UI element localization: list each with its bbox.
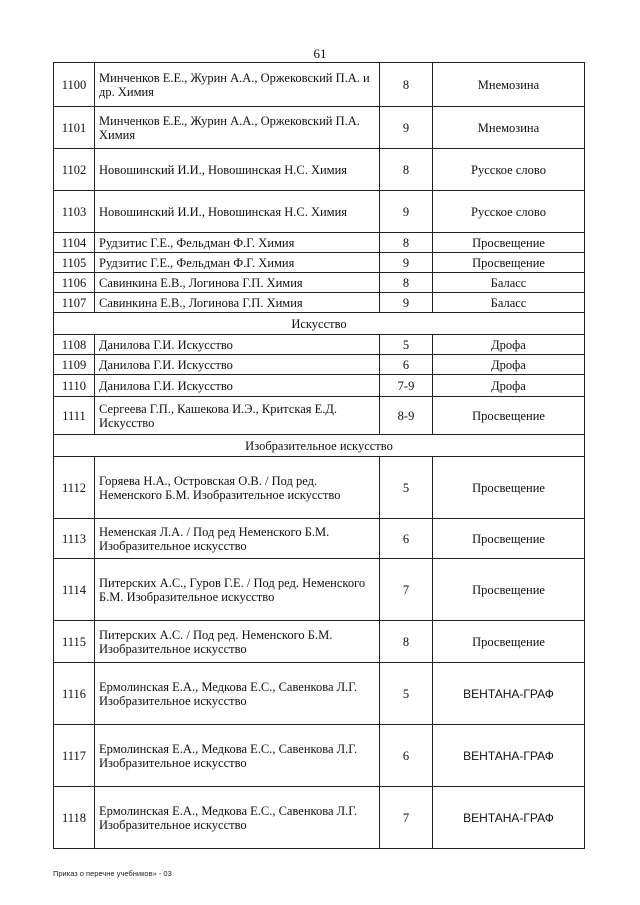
- table-row: [54, 191, 585, 233]
- row-number: 1106: [54, 273, 95, 293]
- row-number: 1116: [54, 663, 95, 725]
- book-title: Неменская Л.А. / Под ред Неменского Б.М. Изобразительное искусство: [95, 519, 380, 559]
- footer-note: Приказ о перечне учебников» - 03: [53, 869, 172, 878]
- publisher: ВЕНТАНА-ГРАФ: [433, 663, 585, 725]
- book-title: Савинкина Е.В., Логинова Г.П. Химия: [95, 273, 380, 293]
- publisher: Баласс: [433, 273, 585, 293]
- publisher: Русское слово: [433, 149, 585, 191]
- table-row: [54, 273, 585, 293]
- table-row: [54, 621, 585, 663]
- grade: 8: [380, 273, 433, 293]
- row-number: 1102: [54, 149, 95, 191]
- grade: 9: [380, 107, 433, 149]
- table-row: [54, 663, 585, 725]
- table-row: [54, 63, 585, 107]
- row-number: 1115: [54, 621, 95, 663]
- table-row: [54, 787, 585, 849]
- book-title: Ермолинская Е.А., Медкова Е.С., Савенкова Л.Г. Изобразительное искусство: [95, 725, 380, 787]
- row-number: 1103: [54, 191, 95, 233]
- publisher: Просвещение: [433, 253, 585, 273]
- grade: 8: [380, 149, 433, 191]
- book-title: Рудзитис Г.Е., Фельдман Ф.Г. Химия: [95, 233, 380, 253]
- publisher: Баласс: [433, 293, 585, 313]
- book-title: Минченков Е.Е., Журин А.А., Оржековский П.А. Химия: [95, 107, 380, 149]
- row-number: 1112: [54, 457, 95, 519]
- table-row: [54, 355, 585, 375]
- grade: 8: [380, 621, 433, 663]
- grade: 8: [380, 233, 433, 253]
- row-number: 1100: [54, 63, 95, 107]
- row-number: 1114: [54, 559, 95, 621]
- table-row: [54, 107, 585, 149]
- row-number: 1113: [54, 519, 95, 559]
- grade: 6: [380, 519, 433, 559]
- table-row: [54, 375, 585, 397]
- section-header-row: [54, 313, 585, 335]
- grade: 9: [380, 191, 433, 233]
- table-row: [54, 519, 585, 559]
- book-title: Горяева Н.А., Островская О.В. / Под ред. Неменского Б.М. Изобразительное искусство: [95, 457, 380, 519]
- row-number: 1104: [54, 233, 95, 253]
- grade: 8-9: [380, 397, 433, 435]
- book-title: Ермолинская Е.А., Медкова Е.С., Савенкова Л.Г. Изобразительное искусство: [95, 787, 380, 849]
- publisher: Просвещение: [433, 559, 585, 621]
- table-row: [54, 335, 585, 355]
- publisher: Просвещение: [433, 397, 585, 435]
- row-number: 1107: [54, 293, 95, 313]
- table-row: [54, 293, 585, 313]
- book-title: Минченков Е.Е., Журин А.А., Оржековский П.А. и др. Химия: [95, 63, 380, 107]
- publisher: Русское слово: [433, 191, 585, 233]
- row-number: 1111: [54, 397, 95, 435]
- table-row: [54, 559, 585, 621]
- publisher: Мнемозина: [433, 63, 585, 107]
- publisher: Просвещение: [433, 621, 585, 663]
- publisher: Просвещение: [433, 233, 585, 253]
- row-number: 1109: [54, 355, 95, 375]
- publisher: Дрофа: [433, 375, 585, 397]
- textbook-table: [53, 62, 585, 849]
- table-row: [54, 253, 585, 273]
- book-title: Данилова Г.И. Искусство: [95, 335, 380, 355]
- book-title: Новошинский И.И., Новошинская Н.С. Химия: [95, 191, 380, 233]
- grade: 7-9: [380, 375, 433, 397]
- book-title: Питерских А.С., Гуров Г.Е. / Под ред. Неменского Б.М. Изобразительное искусство: [95, 559, 380, 621]
- grade: 5: [380, 457, 433, 519]
- section-header-row: [54, 435, 585, 457]
- page-number: 61: [313, 46, 327, 61]
- book-title: Новошинский И.И., Новошинская Н.С. Химия: [95, 149, 380, 191]
- publisher: Дрофа: [433, 355, 585, 375]
- publisher: Мнемозина: [433, 107, 585, 149]
- publisher: ВЕНТАНА-ГРАФ: [433, 787, 585, 849]
- grade: 6: [380, 725, 433, 787]
- grade: 9: [380, 293, 433, 313]
- grade: 6: [380, 355, 433, 375]
- row-number: 1118: [54, 787, 95, 849]
- book-title: Савинкина Е.В., Логинова Г.П. Химия: [95, 293, 380, 313]
- row-number: 1101: [54, 107, 95, 149]
- publisher: Просвещение: [433, 519, 585, 559]
- table-row: [54, 457, 585, 519]
- section-title: Изобразительное искусство: [54, 435, 585, 457]
- row-number: 1108: [54, 335, 95, 355]
- table-row: [54, 725, 585, 787]
- grade: 5: [380, 335, 433, 355]
- row-number: 1117: [54, 725, 95, 787]
- grade: 9: [380, 253, 433, 273]
- book-title: Питерских А.С. / Под ред. Неменского Б.М. Изобразительное искусство: [95, 621, 380, 663]
- row-number: 1105: [54, 253, 95, 273]
- table-row: [54, 149, 585, 191]
- publisher: Дрофа: [433, 335, 585, 355]
- table-row: [54, 233, 585, 253]
- grade: 7: [380, 559, 433, 621]
- book-title: Рудзитис Г.Е., Фельдман Ф.Г. Химия: [95, 253, 380, 273]
- grade: 5: [380, 663, 433, 725]
- section-title: Искусство: [54, 313, 585, 335]
- row-number: 1110: [54, 375, 95, 397]
- book-title: Сергеева Г.П., Кашекова И.Э., Критская Е.Д. Искусство: [95, 397, 380, 435]
- book-title: Данилова Г.И. Искусство: [95, 375, 380, 397]
- table-row: [54, 397, 585, 435]
- grade: 7: [380, 787, 433, 849]
- grade: 8: [380, 63, 433, 107]
- book-title: Данилова Г.И. Искусство: [95, 355, 380, 375]
- publisher: Просвещение: [433, 457, 585, 519]
- book-title: Ермолинская Е.А., Медкова Е.С., Савенкова Л.Г. Изобразительное искусство: [95, 663, 380, 725]
- publisher: ВЕНТАНА-ГРАФ: [433, 725, 585, 787]
